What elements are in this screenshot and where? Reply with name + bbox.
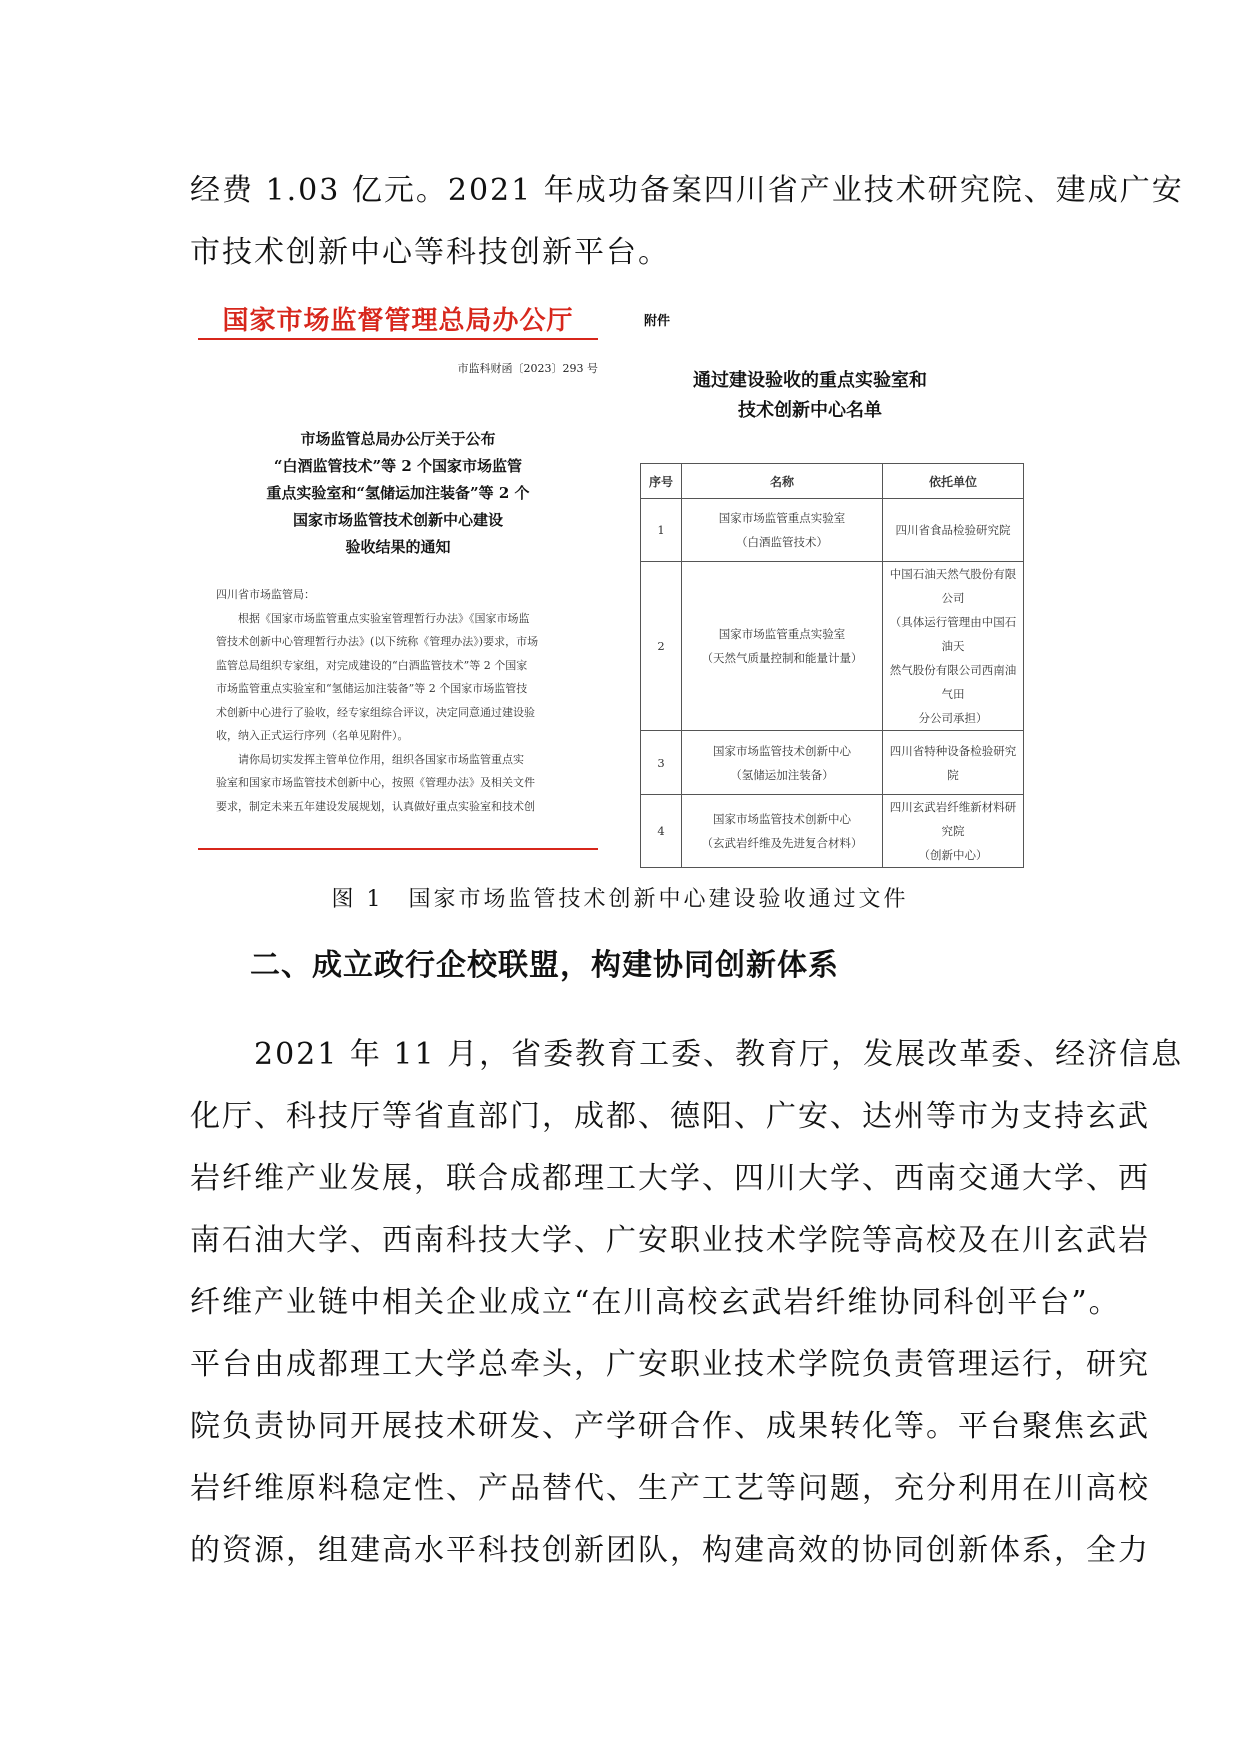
notice-body-line: 监管总局组织专家组，对完成建设的“白酒监管技术”等 2 个国家	[216, 658, 528, 672]
table-row	[641, 562, 1024, 731]
attachment-title	[680, 366, 940, 426]
cell-line: （白酒监管技术）	[736, 535, 828, 549]
text-line: 经费 1.03 亿元。2021 年成功备案四川省产业技术研究院、建成广安	[190, 173, 1184, 208]
column-header: 名称	[682, 464, 883, 499]
table-header-row	[641, 464, 1024, 499]
cell-line: 分公司承担）	[918, 711, 988, 725]
cell-line: 国家市场监管技术创新中心	[713, 743, 851, 758]
attachment-label: 附件	[644, 314, 671, 329]
cell-line: 然气股份有限公司西南油气田	[889, 663, 1017, 701]
notice-body-line: 四川省市场监管局：	[216, 588, 315, 601]
text-line: 岩纤维原料稳定性、产品替代、生产工艺等问题，充分利用在川高校	[190, 1471, 1150, 1506]
cell-unit	[883, 562, 1024, 731]
cell-name	[682, 731, 883, 795]
text-line: 平台由成都理工大学总牵头，广安职业技术学院负责管理运行，研究	[190, 1347, 1150, 1382]
text-line: 2021 年 11 月，省委教育工委、教育厅，发展改革委、经济信息	[190, 1037, 1184, 1072]
cell-no: 2	[641, 562, 682, 731]
figure-caption: 图 1 国家市场监管技术创新中心建设验收通过文件	[331, 887, 909, 912]
cell-name	[682, 795, 883, 868]
text-line: 的资源，组建高水平科技创新团队，构建高效的协同创新体系，全力	[190, 1533, 1150, 1568]
text-line: 南石油大学、西南科技大学、广安职业技术学院等高校及在川玄武岩	[190, 1223, 1150, 1258]
figure-document-scan	[198, 298, 1036, 862]
cell-line: 国家市场监管重点实验室	[718, 627, 846, 641]
notice-body-line: 请你局切实发挥主管单位作用，组织各国家市场监管重点实	[216, 752, 524, 766]
notice-body-line: 收，纳入正式运行序列（名单见附件）。	[216, 729, 409, 742]
footer-divider	[198, 848, 598, 850]
cell-name	[682, 499, 883, 562]
text-line: 化厅、科技厅等省直部门，成都、德阳、广安、达州等市为支持玄武	[190, 1099, 1150, 1134]
notice-document	[198, 298, 598, 854]
table-row	[641, 731, 1024, 795]
attachment-title-line: 技术创新中心名单	[738, 400, 882, 421]
table-row	[641, 795, 1024, 868]
cell-line: （玄武岩纤维及先进复合材料）	[701, 836, 863, 850]
cell-line: 四川省食品检验研究院	[895, 523, 1011, 537]
text-line: 纤维产业链中相关企业成立“在川高校玄武岩纤维协同科创平台”。	[190, 1285, 1121, 1320]
cell-no: 1	[641, 499, 682, 562]
body-paragraph	[190, 1024, 1184, 1582]
notice-title-line: 市场监管总局办公厅关于公布	[300, 430, 496, 448]
notice-body-line: 验室和国家市场监管技术创新中心，按照《管理办法》及相关文件	[216, 776, 535, 789]
notice-body-line: 市场监管重点实验室和“氢储运加注装备”等 2 个国家市场监管技	[216, 682, 528, 695]
notice-body-line: 术创新中心进行了验收，经专家组综合评议，决定同意通过建设验	[216, 705, 535, 719]
notice-body-line: 管技术创新中心管理暂行办法》(以下统称《管理办法》)要求，市场	[216, 635, 539, 648]
cell-unit	[883, 795, 1024, 868]
notice-title-line: 国家市场监管技术创新中心建设	[292, 511, 503, 529]
cell-line: （天然气质量控制和能量计量）	[701, 651, 863, 665]
cell-line: （氢储运加注装备）	[730, 767, 834, 782]
cell-line: 四川玄武岩纤维新材料研究院	[889, 800, 1017, 838]
notice-title-line: 重点实验室和“氢储运加注装备”等 2 个	[266, 484, 530, 502]
notice-title-line: 验收结果的通知	[345, 538, 451, 556]
cell-no: 4	[641, 795, 682, 868]
text-line: 市技术创新中心等科技创新平台。	[190, 235, 670, 270]
intro-paragraph	[190, 160, 1184, 284]
column-header: 依托单位	[883, 464, 1024, 499]
notice-header: 国家市场监督管理总局办公厅	[222, 306, 574, 336]
notice-body-line: 要求，制定未来五年建设发展规划，认真做好重点实验室和技术创	[216, 799, 535, 813]
cell-line: （创新中心）	[918, 848, 988, 862]
cell-unit	[883, 499, 1024, 562]
cell-line: 中国石油天然气股份有限公司	[889, 567, 1017, 605]
text-line: 岩纤维产业发展，联合成都理工大学、四川大学、西南交通大学、西	[190, 1161, 1150, 1196]
cell-line: 国家市场监管重点实验室	[718, 511, 846, 525]
cell-line: 四川省特种设备检验研究院	[889, 743, 1017, 782]
cell-no: 3	[641, 731, 682, 795]
cell-line: 国家市场监管技术创新中心	[713, 812, 851, 826]
text-line: 院负责协同开展技术研发、产学研合作、成果转化等。平台聚焦玄武	[190, 1409, 1150, 1444]
notice-title-line: “白酒监管技术”等 2 个国家市场监管	[273, 457, 523, 475]
cell-unit	[883, 731, 1024, 795]
column-header: 序号	[641, 464, 682, 499]
unit-table	[640, 463, 1024, 868]
notice-title	[228, 426, 568, 561]
notice-body	[216, 583, 586, 818]
notice-doc-number: 市监科财函〔2023〕293 号	[457, 362, 598, 375]
notice-body-line: 根据《国家市场监管重点实验室管理暂行办法》《国家市场监	[216, 611, 530, 625]
cell-name	[682, 562, 883, 731]
cell-line: （具体运行管理由中国石油天	[889, 615, 1017, 653]
attachment-document	[640, 298, 1036, 862]
table-row	[641, 499, 1024, 562]
header-divider	[198, 338, 598, 340]
attachment-title-line: 通过建设验收的重点实验室和	[693, 370, 927, 391]
section-heading: 二、成立政行企校联盟，构建协同创新体系	[250, 948, 839, 983]
